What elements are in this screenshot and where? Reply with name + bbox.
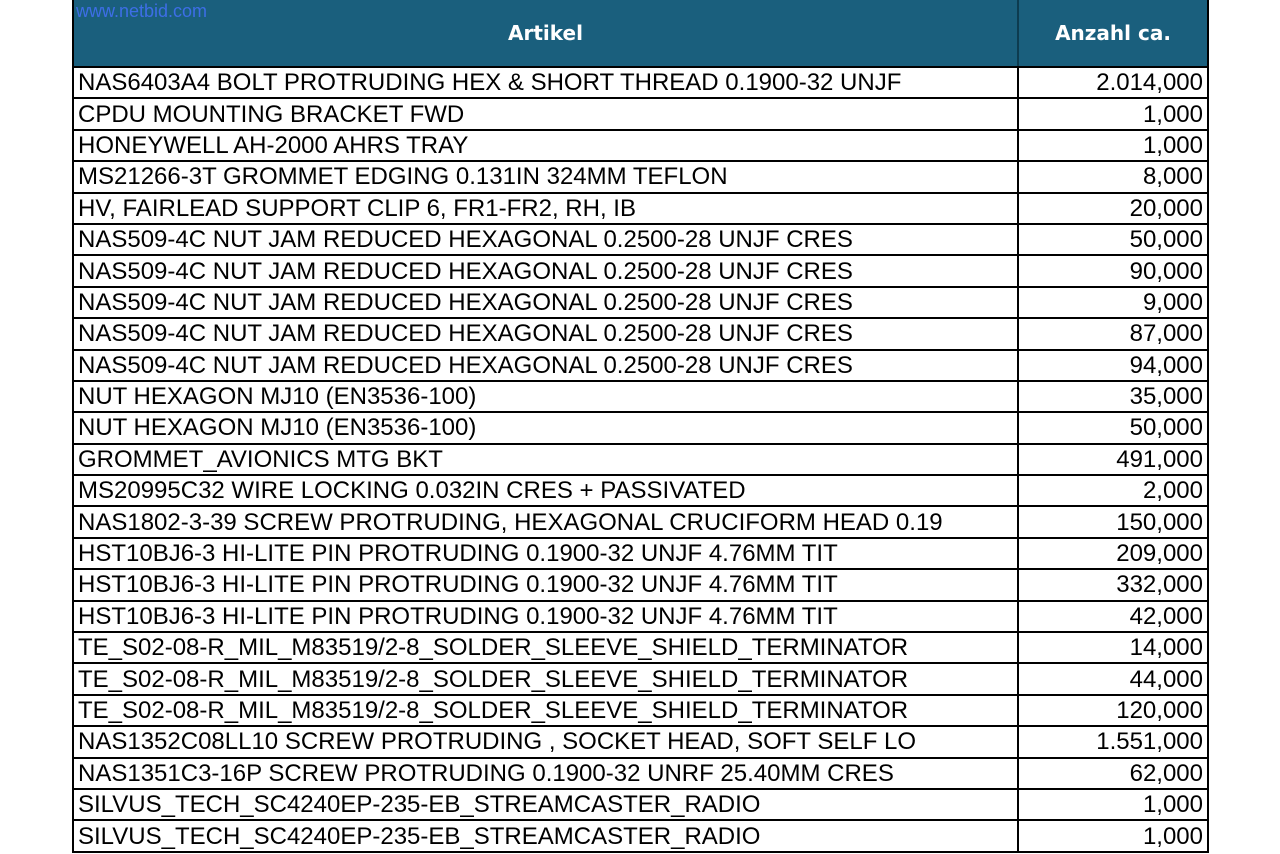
quantity-cell: 2,000 — [1018, 475, 1207, 506]
article-cell: NUT HEXAGON MJ10 (EN3536-100) — [74, 381, 1018, 412]
quantity-cell: 1.551,000 — [1018, 726, 1207, 757]
article-cell: NAS509-4C NUT JAM REDUCED HEXAGONAL 0.2500-28 UNJF CRES — [74, 287, 1018, 318]
parts-table-sheet — [72, 0, 1209, 853]
table-row — [74, 381, 1207, 412]
table-row — [74, 98, 1207, 129]
article-cell: TE_S02-08-R_MIL_M83519/2-8_SOLDER_SLEEVE_SHIELD_TERMINATOR — [74, 632, 1018, 663]
article-cell: HV, FAIRLEAD SUPPORT CLIP 6, FR1-FR2, RH, IB — [74, 193, 1018, 224]
quantity-cell: 9,000 — [1018, 287, 1207, 318]
quantity-cell: 42,000 — [1018, 601, 1207, 632]
table-row — [74, 601, 1207, 632]
header-cell-qty — [1018, 0, 1207, 67]
article-cell: NAS509-4C NUT JAM REDUCED HEXAGONAL 0.2500-28 UNJF CRES — [74, 255, 1018, 286]
column-header-article: Artikel — [508, 21, 583, 45]
table-row — [74, 193, 1207, 224]
parts-table — [74, 0, 1207, 853]
quantity-cell: 8,000 — [1018, 161, 1207, 192]
article-cell: HST10BJ6-3 HI-LITE PIN PROTRUDING 0.1900-32 UNJF 4.76MM TIT — [74, 569, 1018, 600]
article-cell: GROMMET_AVIONICS MTG BKT — [74, 444, 1018, 475]
article-cell: CPDU MOUNTING BRACKET FWD — [74, 98, 1018, 129]
table-row — [74, 820, 1207, 851]
article-cell: MS21266-3T GROMMET EDGING 0.131IN 324MM TEFLON — [74, 161, 1018, 192]
table-row — [74, 287, 1207, 318]
article-cell: HONEYWELL AH-2000 AHRS TRAY — [74, 130, 1018, 161]
article-cell: HST10BJ6-3 HI-LITE PIN PROTRUDING 0.1900-32 UNJF 4.76MM TIT — [74, 538, 1018, 569]
table-row — [74, 538, 1207, 569]
table-row — [74, 224, 1207, 255]
article-cell: NAS509-4C NUT JAM REDUCED HEXAGONAL 0.2500-28 UNJF CRES — [74, 318, 1018, 349]
article-cell: TE_S02-08-R_MIL_M83519/2-8_SOLDER_SLEEVE_SHIELD_TERMINATOR — [74, 695, 1018, 726]
article-cell: MS20995C32 WIRE LOCKING 0.032IN CRES + PASSIVATED — [74, 475, 1018, 506]
quantity-cell: 2.014,000 — [1018, 67, 1207, 98]
article-cell: NAS1802-3-39 SCREW PROTRUDING, HEXAGONAL CRUCIFORM HEAD 0.19 — [74, 506, 1018, 537]
quantity-cell: 14,000 — [1018, 632, 1207, 663]
quantity-cell: 35,000 — [1018, 381, 1207, 412]
table-row — [74, 506, 1207, 537]
article-cell: NAS509-4C NUT JAM REDUCED HEXAGONAL 0.2500-28 UNJF CRES — [74, 224, 1018, 255]
quantity-cell: 491,000 — [1018, 444, 1207, 475]
article-cell: NAS1352C08LL10 SCREW PROTRUDING , SOCKET HEAD, SOFT SELF LO — [74, 726, 1018, 757]
quantity-cell: 20,000 — [1018, 193, 1207, 224]
article-cell: NUT HEXAGON MJ10 (EN3536-100) — [74, 412, 1018, 443]
quantity-cell: 94,000 — [1018, 350, 1207, 381]
table-row — [74, 255, 1207, 286]
article-cell: SILVUS_TECH_SC4240EP-235-EB_STREAMCASTER_RADIO — [74, 820, 1018, 851]
watermark-text: www.netbid.com — [76, 1, 208, 21]
column-header-qty: Anzahl ca. — [1055, 21, 1171, 45]
quantity-cell: 209,000 — [1018, 538, 1207, 569]
quantity-cell: 1,000 — [1018, 820, 1207, 851]
article-cell: NAS509-4C NUT JAM REDUCED HEXAGONAL 0.2500-28 UNJF CRES — [74, 350, 1018, 381]
table-row — [74, 789, 1207, 820]
table-row — [74, 161, 1207, 192]
table-row — [74, 444, 1207, 475]
quantity-cell: 87,000 — [1018, 318, 1207, 349]
article-cell: TE_S02-08-R_MIL_M83519/2-8_SOLDER_SLEEVE_SHIELD_TERMINATOR — [74, 663, 1018, 694]
article-cell: NAS1351C3-16P SCREW PROTRUDING 0.1900-32 UNRF 25.40MM CRES — [74, 758, 1018, 789]
table-row — [74, 758, 1207, 789]
quantity-cell: 120,000 — [1018, 695, 1207, 726]
table-row — [74, 318, 1207, 349]
table-row — [74, 475, 1207, 506]
table-header-row — [74, 0, 1207, 67]
quantity-cell: 50,000 — [1018, 224, 1207, 255]
quantity-cell: 1,000 — [1018, 130, 1207, 161]
table-row — [74, 350, 1207, 381]
table-row — [74, 695, 1207, 726]
article-cell: SILVUS_TECH_SC4240EP-235-EB_STREAMCASTER_RADIO — [74, 789, 1018, 820]
table-row — [74, 412, 1207, 443]
quantity-cell: 62,000 — [1018, 758, 1207, 789]
quantity-cell: 1,000 — [1018, 789, 1207, 820]
quantity-cell: 50,000 — [1018, 412, 1207, 443]
quantity-cell: 1,000 — [1018, 98, 1207, 129]
header-cell-article — [74, 0, 1018, 67]
quantity-cell: 90,000 — [1018, 255, 1207, 286]
table-row — [74, 67, 1207, 98]
article-cell: HST10BJ6-3 HI-LITE PIN PROTRUDING 0.1900-32 UNJF 4.76MM TIT — [74, 601, 1018, 632]
quantity-cell: 44,000 — [1018, 663, 1207, 694]
article-cell: NAS6403A4 BOLT PROTRUDING HEX & SHORT THREAD 0.1900-32 UNJF — [74, 67, 1018, 98]
table-row — [74, 632, 1207, 663]
quantity-cell: 150,000 — [1018, 506, 1207, 537]
table-row — [74, 663, 1207, 694]
table-row — [74, 130, 1207, 161]
table-body — [74, 67, 1207, 852]
table-row — [74, 726, 1207, 757]
quantity-cell: 332,000 — [1018, 569, 1207, 600]
table-row — [74, 569, 1207, 600]
